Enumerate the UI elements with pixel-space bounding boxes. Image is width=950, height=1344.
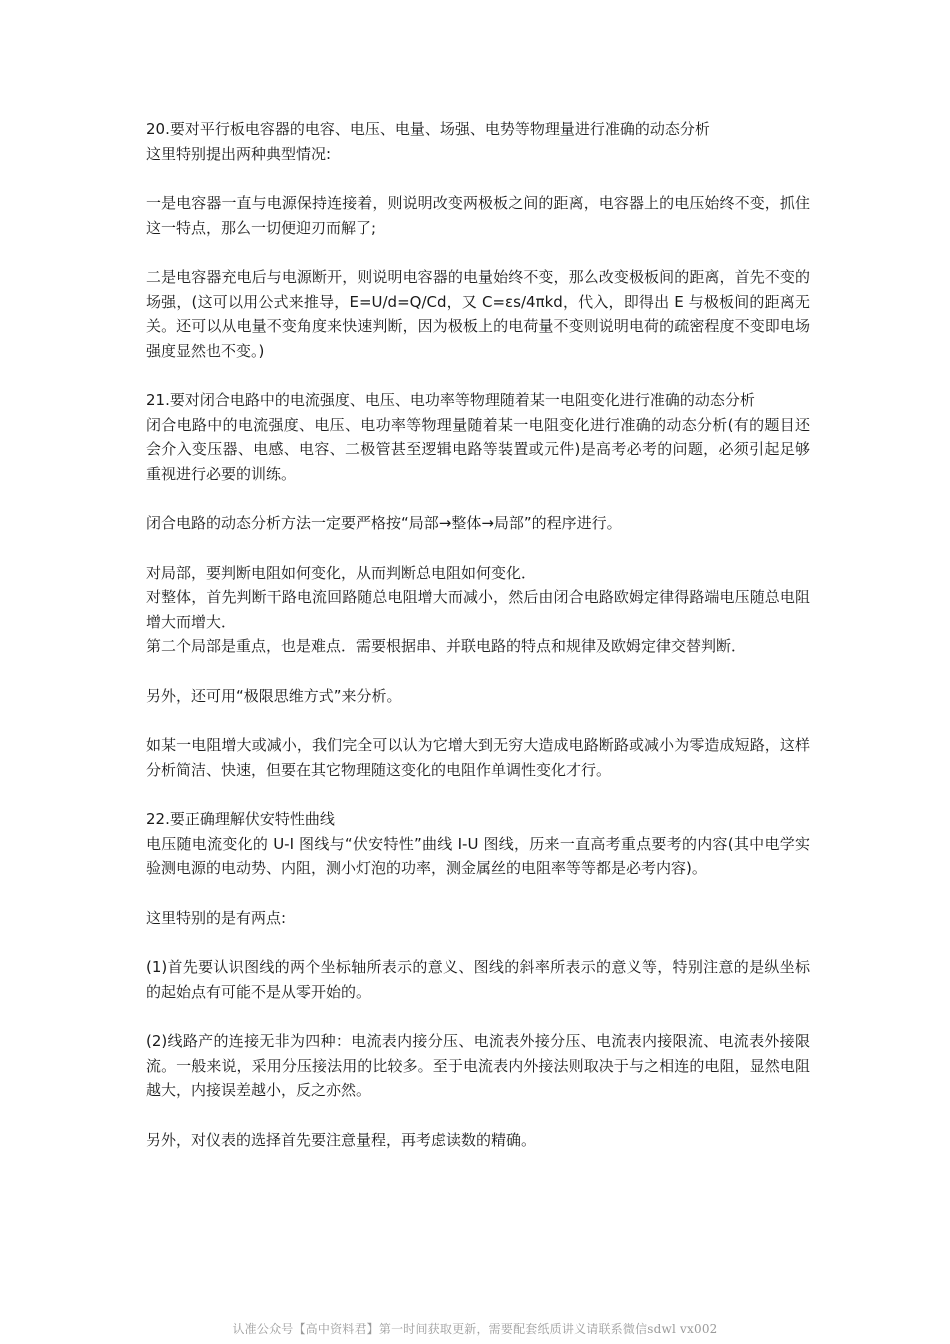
paragraph-method	[146, 511, 810, 536]
paragraph-line: 电压随电流变化的 U-I 图线与“伏安特性”曲线 I-U 图线，历来一直高考重点要考的内容(其中电学实验测电源的电动势、内阻，测小灯泡的功率，测金属丝的电阻率等等都是必考内容)。	[146, 834, 810, 877]
paragraph-instruments	[146, 1128, 810, 1153]
paragraph-line: 这里特别的是有两点:	[146, 908, 287, 927]
footer-watermark: 认准公众号【高中资料君】第一时间获取更新，需要配套纸质讲义请联系微信sdwl vx002	[232, 1322, 718, 1336]
paragraph-line: (1)首先要认识图线的两个坐标轴所表示的意义、图线的斜率所表示的意义等，特别注意的是纵坐标的起始点有可能不是从零开始的。	[146, 958, 810, 1001]
paragraph-22	[146, 807, 810, 881]
document-body	[146, 117, 810, 1177]
paragraph-line: (2)线路产的连接无非为四种：电流表内接分压、电流表外接分压、电流表内接限流、电流表外接限流。一般来说，采用分压接法用的比较多。至于电流表内外接法则取决于与之相连的电阻，显然电阻越大，内接误差越小，反之亦然。	[146, 1032, 810, 1099]
paragraph-limit-thinking	[146, 684, 810, 709]
paragraph-line: 闭合电路的动态分析方法一定要严格按“局部→整体→局部”的程序进行。	[146, 514, 622, 532]
paragraph-line: 另外，还可用“极限思维方式”来分析。	[146, 686, 402, 705]
paragraph-20	[146, 117, 810, 166]
paragraph-21	[146, 388, 810, 486]
paragraph-line: 对局部，要判断电阻如何变化，从而判断总电阻如何变化．	[146, 563, 537, 582]
paragraph-line: 二是电容器充电后与电源断开，则说明电容器的电量始终不变，那么改变极板间的距离，首先不变的场强，(这可以用公式来推导，E=U/d=Q/Cd，又 C=εs/4πkd，代入，即得出 E 与极板间的距离无关。还可以从电量不变角度来快速判断，因为极板上的电荷量不变则说明电荷的疏密程度不变即电场强度显然也不变。)	[146, 268, 810, 360]
heading-21: 21.要对闭合电路中的电流强度、电压、电功率等物理随着某一电阻变化进行准确的动态分析	[146, 391, 755, 409]
paragraph-line: 这里特别提出两种典型情况:	[146, 144, 332, 163]
paragraph-line: 对整体，首先判断干路电流回路随总电阻增大而减小，然后由闭合电路欧姆定律得路端电压随总电阻增大而增大．	[146, 588, 810, 631]
paragraph-local-global	[146, 561, 810, 659]
paragraph-example	[146, 733, 810, 782]
paragraph-point-1	[146, 955, 810, 1004]
paragraph-point-2	[146, 1029, 810, 1103]
paragraph-line: 另外，对仪表的选择首先要注意量程，再考虑读数的精确。	[146, 1130, 537, 1149]
heading-20: 20.要对平行板电容器的电容、电压、电量、场强、电势等物理量进行准确的动态分析	[146, 120, 710, 138]
paragraph-line: 一是电容器一直与电源保持连接着，则说明改变两极板之间的距离，电容器上的电压始终不变，抓住这一特点，那么一切便迎刃而解了;	[146, 194, 810, 237]
paragraph-case-one	[146, 191, 810, 240]
paragraph-line: 闭合电路中的电流强度、电压、电功率等物理量随着某一电阻变化进行准确的动态分析(有的题目还会介入变压器、电感、电容、二极管甚至逻辑电路等装置或元件)是高考必考的问题，必须引起足够重视进行必要的训练。	[146, 415, 810, 483]
paragraph-two-points	[146, 906, 810, 931]
heading-22: 22.要正确理解伏安特性曲线	[146, 810, 335, 828]
paragraph-line: 第二个局部是重点，也是难点．需要根据串、并联电路的特点和规律及欧姆定律交替判断．	[146, 637, 747, 655]
paragraph-case-two	[146, 265, 810, 363]
paragraph-line: 如某一电阻增大或减小，我们完全可以认为它增大到无穷大造成电路断路或减小为零造成短路，这样分析简洁、快速，但要在其它物理随这变化的电阻作单调性变化才行。	[146, 736, 810, 779]
